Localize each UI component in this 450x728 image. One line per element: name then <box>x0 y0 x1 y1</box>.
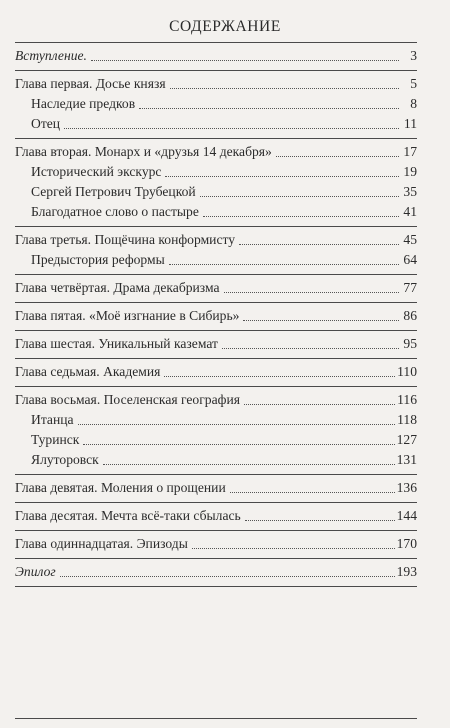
toc-page-number: 193 <box>396 564 417 579</box>
toc-entry-title: Наследие предков <box>31 94 137 114</box>
toc-entry-title: Глава пятая. «Моё изгнание в Сибирь» <box>15 306 241 326</box>
toc-subentry[interactable] <box>15 162 417 182</box>
toc-page-number: 170 <box>396 536 417 551</box>
toc-page-number: 8 <box>410 96 417 111</box>
toc-entry-title: Глава шестая. Уникальный каземат <box>15 334 220 354</box>
toc-subentry[interactable] <box>15 94 417 114</box>
toc-entry-title: Итанца <box>31 410 76 430</box>
dot-leader <box>91 60 399 61</box>
dot-leader <box>200 196 399 197</box>
toc-entry-title: Глава десятая. Мечта всё-таки сбылась <box>15 506 243 526</box>
toc-page-number: 35 <box>403 184 417 199</box>
toc-entry[interactable] <box>15 74 417 94</box>
toc-entry-title: Глава восьмая. Поселенская география <box>15 390 242 410</box>
group-divider <box>15 386 417 387</box>
toc-entry-title: Глава девятая. Моления о прощении <box>15 478 228 498</box>
dot-leader <box>164 376 395 377</box>
toc-entry[interactable] <box>15 390 417 410</box>
page-title: СОДЕРЖАНИЕ <box>169 18 281 35</box>
group-divider <box>15 474 417 475</box>
toc-page-number: 3 <box>410 48 417 63</box>
toc-page-number: 86 <box>403 308 417 323</box>
toc-entry-title: Эпилог <box>15 562 58 582</box>
dot-leader <box>239 244 399 245</box>
toc-subentry[interactable] <box>15 182 417 202</box>
toc-entry-title: Сергей Петрович Трубецкой <box>31 182 198 202</box>
group-divider <box>15 70 417 71</box>
dot-leader <box>230 492 395 493</box>
toc-page-number: 118 <box>397 412 417 427</box>
dot-leader <box>224 292 399 293</box>
toc-page-number: 116 <box>397 392 417 407</box>
group-divider <box>15 42 417 43</box>
dot-leader <box>78 424 396 425</box>
toc-entry-title: Отец <box>31 114 62 134</box>
toc-subentry[interactable] <box>15 114 417 134</box>
toc-entry-title: Глава вторая. Монарх и «друзья 14 декабря» <box>15 142 274 162</box>
toc-entry-title: Глава седьмая. Академия <box>15 362 162 382</box>
toc-page-number: 17 <box>403 144 417 159</box>
toc-entry-title: Исторический экскурс <box>31 162 163 182</box>
toc-page-number: 136 <box>396 480 417 495</box>
toc-page-number: 45 <box>403 232 417 247</box>
group-divider <box>15 358 417 359</box>
toc-entry[interactable] <box>15 142 417 162</box>
toc-entry[interactable] <box>15 306 417 326</box>
toc-subentry[interactable] <box>15 410 417 430</box>
toc-page-number: 77 <box>403 280 417 295</box>
toc-entry[interactable] <box>15 506 417 526</box>
dot-leader <box>60 576 395 577</box>
group-divider <box>15 330 417 331</box>
toc-page-number: 19 <box>403 164 417 179</box>
group-divider <box>15 302 417 303</box>
toc-page-number: 64 <box>403 252 417 267</box>
dot-leader <box>64 128 399 129</box>
toc-entry-title: Глава четвёртая. Драма декабризма <box>15 278 222 298</box>
toc-page-number: 11 <box>403 116 417 131</box>
toc-entry-title: Ялуторовск <box>31 450 101 470</box>
toc-page-number: 95 <box>403 336 417 351</box>
toc-subentry[interactable] <box>15 250 417 270</box>
toc-entry[interactable] <box>15 478 417 498</box>
group-divider <box>15 558 417 559</box>
dot-leader <box>169 264 399 265</box>
toc-subentry[interactable] <box>15 450 417 470</box>
toc-entry[interactable] <box>15 362 417 382</box>
toc-entry[interactable] <box>15 334 417 354</box>
toc-entry-title: Глава одиннадцатая. Эпизоды <box>15 534 190 554</box>
group-divider <box>15 274 417 275</box>
toc-subentry[interactable] <box>15 202 417 222</box>
bottom-rule <box>15 718 417 719</box>
group-divider <box>15 138 417 139</box>
dot-leader <box>83 444 394 445</box>
dot-leader <box>165 176 399 177</box>
toc-entry[interactable] <box>15 230 417 250</box>
toc-page-number: 110 <box>397 364 417 379</box>
group-divider <box>15 502 417 503</box>
group-divider <box>15 226 417 227</box>
toc-entry-title: Вступление. <box>15 46 89 66</box>
toc-page-number: 41 <box>403 204 417 219</box>
toc-entry[interactable] <box>15 278 417 298</box>
toc-page-number: 127 <box>396 432 417 447</box>
toc-entry-title: Благодатное слово о пастыре <box>31 202 201 222</box>
dot-leader <box>244 404 395 405</box>
group-divider <box>15 530 417 531</box>
dot-leader <box>276 156 399 157</box>
toc-page-number: 5 <box>410 76 417 91</box>
toc-entry[interactable] <box>15 562 417 582</box>
dot-leader <box>192 548 395 549</box>
toc-page-number: 144 <box>396 508 417 523</box>
toc-entry-title: Глава первая. Досье князя <box>15 74 168 94</box>
dot-leader <box>222 348 399 349</box>
group-divider <box>15 586 417 587</box>
dot-leader <box>245 520 395 521</box>
toc-entry-title: Предыстория реформы <box>31 250 167 270</box>
toc-page-number: 131 <box>396 452 417 467</box>
dot-leader <box>139 108 399 109</box>
toc-entry[interactable] <box>15 46 417 66</box>
toc-subentry[interactable] <box>15 430 417 450</box>
dot-leader <box>203 216 399 217</box>
dot-leader <box>103 464 395 465</box>
toc-entry-title: Глава третья. Пощёчина конформисту <box>15 230 237 250</box>
dot-leader <box>170 88 399 89</box>
dot-leader <box>243 320 399 321</box>
toc-entry[interactable] <box>15 534 417 554</box>
toc-entry-title: Туринск <box>31 430 81 450</box>
